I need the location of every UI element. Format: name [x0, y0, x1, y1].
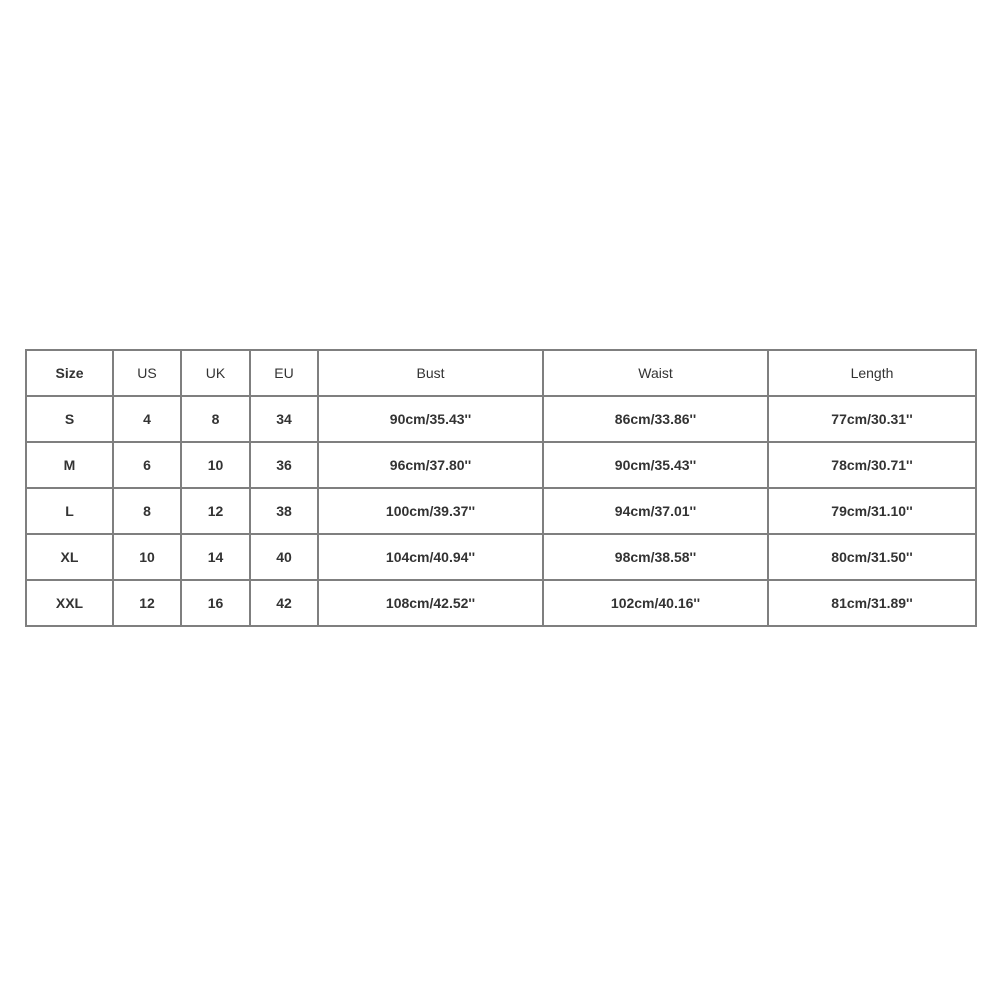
header-eu: EU	[250, 350, 318, 396]
cell-uk: 14	[181, 534, 250, 580]
table-row	[26, 580, 976, 626]
cell-eu: 38	[250, 488, 318, 534]
cell-length: 79cm/31.10''	[768, 488, 976, 534]
cell-size: XXL	[26, 580, 113, 626]
header-us: US	[113, 350, 181, 396]
cell-uk: 10	[181, 442, 250, 488]
header-length: Length	[768, 350, 976, 396]
cell-waist: 86cm/33.86''	[543, 396, 768, 442]
cell-us: 8	[113, 488, 181, 534]
cell-waist: 94cm/37.01''	[543, 488, 768, 534]
cell-waist: 102cm/40.16''	[543, 580, 768, 626]
cell-size: XL	[26, 534, 113, 580]
cell-us: 10	[113, 534, 181, 580]
cell-uk: 12	[181, 488, 250, 534]
cell-us: 12	[113, 580, 181, 626]
cell-eu: 40	[250, 534, 318, 580]
cell-waist: 98cm/38.58''	[543, 534, 768, 580]
cell-uk: 16	[181, 580, 250, 626]
cell-uk: 8	[181, 396, 250, 442]
cell-eu: 34	[250, 396, 318, 442]
cell-size: M	[26, 442, 113, 488]
table-row	[26, 396, 976, 442]
cell-bust: 90cm/35.43''	[318, 396, 543, 442]
cell-bust: 96cm/37.80''	[318, 442, 543, 488]
cell-bust: 108cm/42.52''	[318, 580, 543, 626]
cell-bust: 100cm/39.37''	[318, 488, 543, 534]
cell-eu: 42	[250, 580, 318, 626]
size-chart-table	[25, 349, 977, 627]
cell-size: L	[26, 488, 113, 534]
header-waist: Waist	[543, 350, 768, 396]
cell-length: 81cm/31.89''	[768, 580, 976, 626]
header-uk: UK	[181, 350, 250, 396]
table-row	[26, 442, 976, 488]
table-row	[26, 534, 976, 580]
table-row	[26, 488, 976, 534]
cell-length: 78cm/30.71''	[768, 442, 976, 488]
header-size: Size	[26, 350, 113, 396]
cell-bust: 104cm/40.94''	[318, 534, 543, 580]
cell-length: 80cm/31.50''	[768, 534, 976, 580]
cell-us: 6	[113, 442, 181, 488]
header-bust: Bust	[318, 350, 543, 396]
header-row	[26, 350, 976, 396]
cell-us: 4	[113, 396, 181, 442]
cell-waist: 90cm/35.43''	[543, 442, 768, 488]
cell-length: 77cm/30.31''	[768, 396, 976, 442]
cell-eu: 36	[250, 442, 318, 488]
cell-size: S	[26, 396, 113, 442]
